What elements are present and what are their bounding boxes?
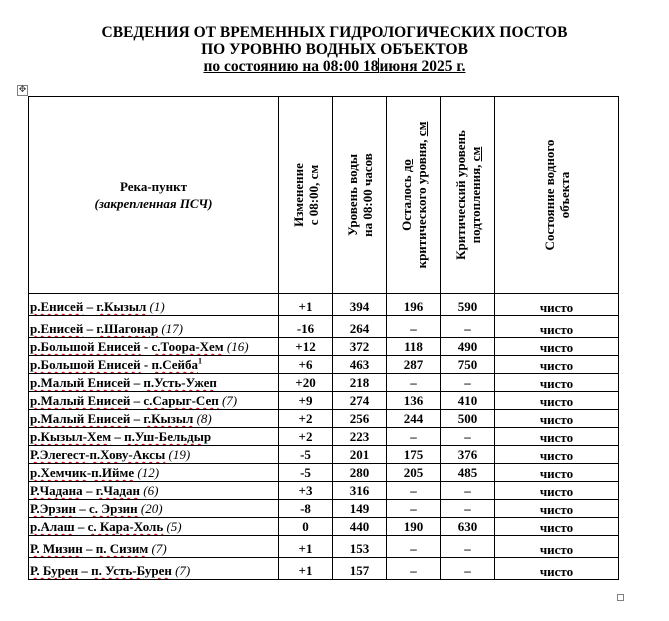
header-critical-line2: подтопления,: [467, 164, 483, 244]
cell-change: +1: [279, 558, 333, 580]
header-river-point-note: (закрепленная ПСЧ): [94, 196, 213, 211]
cell-remaining: –: [387, 558, 441, 580]
cell-critical: –: [441, 374, 495, 392]
river-name: р.Енисей: [30, 299, 84, 314]
cell-change: +12: [279, 338, 333, 356]
post-number: (12): [137, 465, 160, 480]
cell-remaining: 205: [387, 464, 441, 482]
header-critical-line1: Критический уровень: [452, 130, 468, 260]
post-number: (7): [151, 541, 167, 556]
cell-critical: 376: [441, 446, 495, 464]
cell-remaining: –: [387, 482, 441, 500]
river-separator: –: [111, 429, 125, 444]
cell-level: 157: [333, 558, 387, 580]
table-row: [29, 482, 619, 500]
table-row: [29, 316, 619, 338]
cell-river-point: [29, 558, 279, 580]
title-date-part-1: по состоянию на 08:00 18: [203, 58, 379, 75]
post-number: (1): [149, 299, 165, 314]
river-separator: –: [83, 321, 97, 336]
cell-state: чисто: [495, 536, 619, 558]
cell-change: +6: [279, 356, 333, 374]
table-row: [29, 518, 619, 536]
point-name: п.Сейба: [151, 357, 199, 372]
header-state: [495, 97, 619, 294]
cell-state: чисто: [495, 482, 619, 500]
cell-level: 149: [333, 500, 387, 518]
cell-state: чисто: [495, 392, 619, 410]
header-river-point-label: Река-пункт: [119, 179, 188, 194]
cell-level: 372: [333, 338, 387, 356]
point-name: г.Кызыл: [96, 299, 147, 314]
cell-critical: 410: [441, 392, 495, 410]
river-name: Р.Чадана: [30, 483, 83, 498]
table-row: [29, 500, 619, 518]
cell-remaining: –: [387, 374, 441, 392]
cell-critical: 750: [441, 356, 495, 374]
title-line-1: СВЕДЕНИЯ ОТ ВРЕМЕННЫХ ГИДРОЛОГИЧЕСКИХ ПОСТОВ: [101, 24, 568, 41]
cell-river-point: [29, 446, 279, 464]
cell-change: -8: [279, 500, 333, 518]
header-change: [279, 97, 333, 294]
table-row: [29, 294, 619, 316]
river-separator: -: [85, 447, 90, 462]
cell-remaining: –: [387, 536, 441, 558]
cell-remaining: –: [387, 316, 441, 338]
cell-critical: 490: [441, 338, 495, 356]
table-row: [29, 410, 619, 428]
point-name: п.Уш-Бельдыр: [124, 429, 212, 444]
cell-critical: 500: [441, 410, 495, 428]
table-header-row: [29, 97, 619, 294]
hydrology-table: [28, 96, 619, 580]
river-name: р.Малый Енисей: [30, 375, 131, 390]
header-state-line2: объекта: [556, 171, 572, 219]
cell-level: 218: [333, 374, 387, 392]
river-separator: -: [140, 339, 152, 354]
cell-level: 316: [333, 482, 387, 500]
cell-river-point: [29, 482, 279, 500]
cell-state: чисто: [495, 558, 619, 580]
cell-level: 264: [333, 316, 387, 338]
cell-river-point: [29, 464, 279, 482]
header-critical-unit: см: [467, 146, 483, 162]
cell-level: 153: [333, 536, 387, 558]
cell-critical: –: [441, 536, 495, 558]
river-name: р.Малый Енисей: [30, 393, 131, 408]
river-separator: –: [83, 299, 97, 314]
point-name: п.Усть-Ужеп: [143, 375, 217, 390]
cell-river-point: [29, 316, 279, 338]
post-number: (20): [140, 501, 163, 516]
cell-state: чисто: [495, 374, 619, 392]
header-state-line1: Состояние водного: [541, 139, 557, 251]
cell-change: -5: [279, 446, 333, 464]
table-row: [29, 356, 619, 374]
post-number: (19): [168, 447, 191, 462]
point-name: г.Чадан: [95, 483, 140, 498]
header-change-line2: с 08:00,: [305, 182, 321, 226]
cell-change: +1: [279, 294, 333, 316]
cell-state: чисто: [495, 410, 619, 428]
cell-change: +1: [279, 536, 333, 558]
header-level-line2: на 08:00 часов: [359, 153, 375, 237]
cell-level: 201: [333, 446, 387, 464]
cell-state: чисто: [495, 338, 619, 356]
header-change-line1: Изменение: [290, 163, 306, 227]
cell-river-point: [29, 338, 279, 356]
cell-state: чисто: [495, 464, 619, 482]
point-name: с. Эрзин: [88, 501, 138, 516]
cell-critical: 485: [441, 464, 495, 482]
river-name: Р. Мизин: [30, 541, 83, 556]
document-title: [0, 24, 669, 75]
table-row: [29, 558, 619, 580]
cell-critical: –: [441, 500, 495, 518]
cell-change: +20: [279, 374, 333, 392]
header-river-point: [29, 97, 279, 294]
cell-critical: 630: [441, 518, 495, 536]
cell-change: +2: [279, 428, 333, 446]
cell-river-point: [29, 536, 279, 558]
table-row: [29, 446, 619, 464]
cell-state: чисто: [495, 316, 619, 338]
cell-change: -5: [279, 464, 333, 482]
post-number: (8): [196, 411, 212, 426]
river-name: р.Малый Енисей: [30, 411, 131, 426]
cell-remaining: 287: [387, 356, 441, 374]
table-row: [29, 464, 619, 482]
cell-level: 256: [333, 410, 387, 428]
cell-change: +3: [279, 482, 333, 500]
title-line-3: [0, 58, 669, 75]
table-row: [29, 338, 619, 356]
cell-river-point: [29, 392, 279, 410]
cell-river-point: [29, 294, 279, 316]
cell-remaining: 175: [387, 446, 441, 464]
cell-critical: –: [441, 428, 495, 446]
river-separator: –: [78, 563, 92, 578]
post-number: (17): [161, 321, 184, 336]
cell-level: 223: [333, 428, 387, 446]
header-remaining: [387, 97, 441, 294]
post-number: (16): [226, 339, 249, 354]
river-name: Р.Эрзин: [30, 501, 76, 516]
header-remaining-unit: см: [413, 121, 429, 137]
cell-state: чисто: [495, 518, 619, 536]
point-name: п.Ийме: [91, 465, 135, 480]
river-separator: –: [130, 411, 144, 426]
cell-state: чисто: [495, 294, 619, 316]
point-name: г.Шагонар: [96, 321, 159, 336]
cell-river-point: [29, 374, 279, 392]
cell-state: чисто: [495, 428, 619, 446]
river-separator: –: [74, 519, 88, 534]
cell-river-point: [29, 500, 279, 518]
cell-level: 463: [333, 356, 387, 374]
header-level: [333, 97, 387, 294]
cell-change: 0: [279, 518, 333, 536]
cell-change: +2: [279, 410, 333, 428]
river-separator: –: [82, 483, 96, 498]
title-date-part-2: июня 2025 г.: [379, 58, 466, 75]
river-separator: –: [130, 375, 144, 390]
river-name: р.Енисей: [30, 321, 84, 336]
cell-state: чисто: [495, 446, 619, 464]
point-footnote: 1: [198, 356, 203, 366]
point-name: с. Кара-Холь: [87, 519, 164, 534]
post-number: (5): [166, 519, 182, 534]
river-separator: -: [86, 465, 92, 480]
post-number: (7): [221, 393, 238, 408]
cell-remaining: –: [387, 500, 441, 518]
river-name: р.Большой Енисей: [30, 357, 141, 372]
table-row: [29, 428, 619, 446]
cell-state: чисто: [495, 500, 619, 518]
header-remaining-line1: Осталось: [398, 175, 414, 231]
point-name: п. Усть-Бурен: [91, 563, 172, 578]
river-name: р.Большой Енисей: [30, 339, 141, 354]
post-number: (6): [143, 483, 159, 498]
table-row: [29, 392, 619, 410]
title-line-2: ПО УРОВНЮ ВОДНЫХ ОБЪЕКТОВ: [201, 41, 468, 58]
cell-river-point: [29, 518, 279, 536]
header-remaining-line2: критического уровня,: [413, 139, 429, 269]
point-name: п.Хову-Аксы: [89, 447, 166, 462]
river-name: Р.Элегест: [30, 447, 86, 462]
cell-level: 280: [333, 464, 387, 482]
cell-critical: 590: [441, 294, 495, 316]
cell-river-point: [29, 356, 279, 374]
header-change-unit: см: [305, 164, 321, 180]
cell-remaining: –: [387, 428, 441, 446]
table-row: [29, 374, 619, 392]
cell-remaining: 190: [387, 518, 441, 536]
table-row: [29, 536, 619, 558]
cell-critical: –: [441, 482, 495, 500]
cell-river-point: [29, 428, 279, 446]
table-resize-handle-icon[interactable]: [617, 594, 624, 601]
cell-remaining: 118: [387, 338, 441, 356]
point-name: с.Сарыг-Сеп: [143, 393, 219, 408]
cell-river-point: [29, 410, 279, 428]
river-separator: –: [82, 541, 96, 556]
cell-level: 394: [333, 294, 387, 316]
cell-change: -16: [279, 316, 333, 338]
header-remaining-line1-u: до: [398, 159, 414, 173]
point-name: п. Сизим: [95, 541, 149, 556]
cell-remaining: 196: [387, 294, 441, 316]
river-name: р.Хемчик: [30, 465, 87, 480]
cell-critical: –: [441, 316, 495, 338]
point-name: с.Тоора-Хем: [151, 339, 224, 354]
cell-critical: –: [441, 558, 495, 580]
header-critical: [441, 97, 495, 294]
river-name: Р. Бурен: [30, 563, 79, 578]
river-separator: –: [130, 393, 144, 408]
table-move-handle-icon[interactable]: ✥: [18, 85, 27, 95]
cell-state: чисто: [495, 356, 619, 374]
cell-level: 274: [333, 392, 387, 410]
river-separator: -: [140, 357, 152, 372]
cell-remaining: 244: [387, 410, 441, 428]
river-separator: –: [75, 501, 89, 516]
river-name: р.Кызыл-Хем: [30, 429, 112, 444]
cell-change: +9: [279, 392, 333, 410]
header-level-line1: Уровень воды: [344, 153, 360, 237]
cell-level: 440: [333, 518, 387, 536]
cell-remaining: 136: [387, 392, 441, 410]
post-number: (7): [175, 563, 191, 578]
river-name: р.Алаш: [30, 519, 75, 534]
point-name: г.Кызыл: [143, 411, 194, 426]
